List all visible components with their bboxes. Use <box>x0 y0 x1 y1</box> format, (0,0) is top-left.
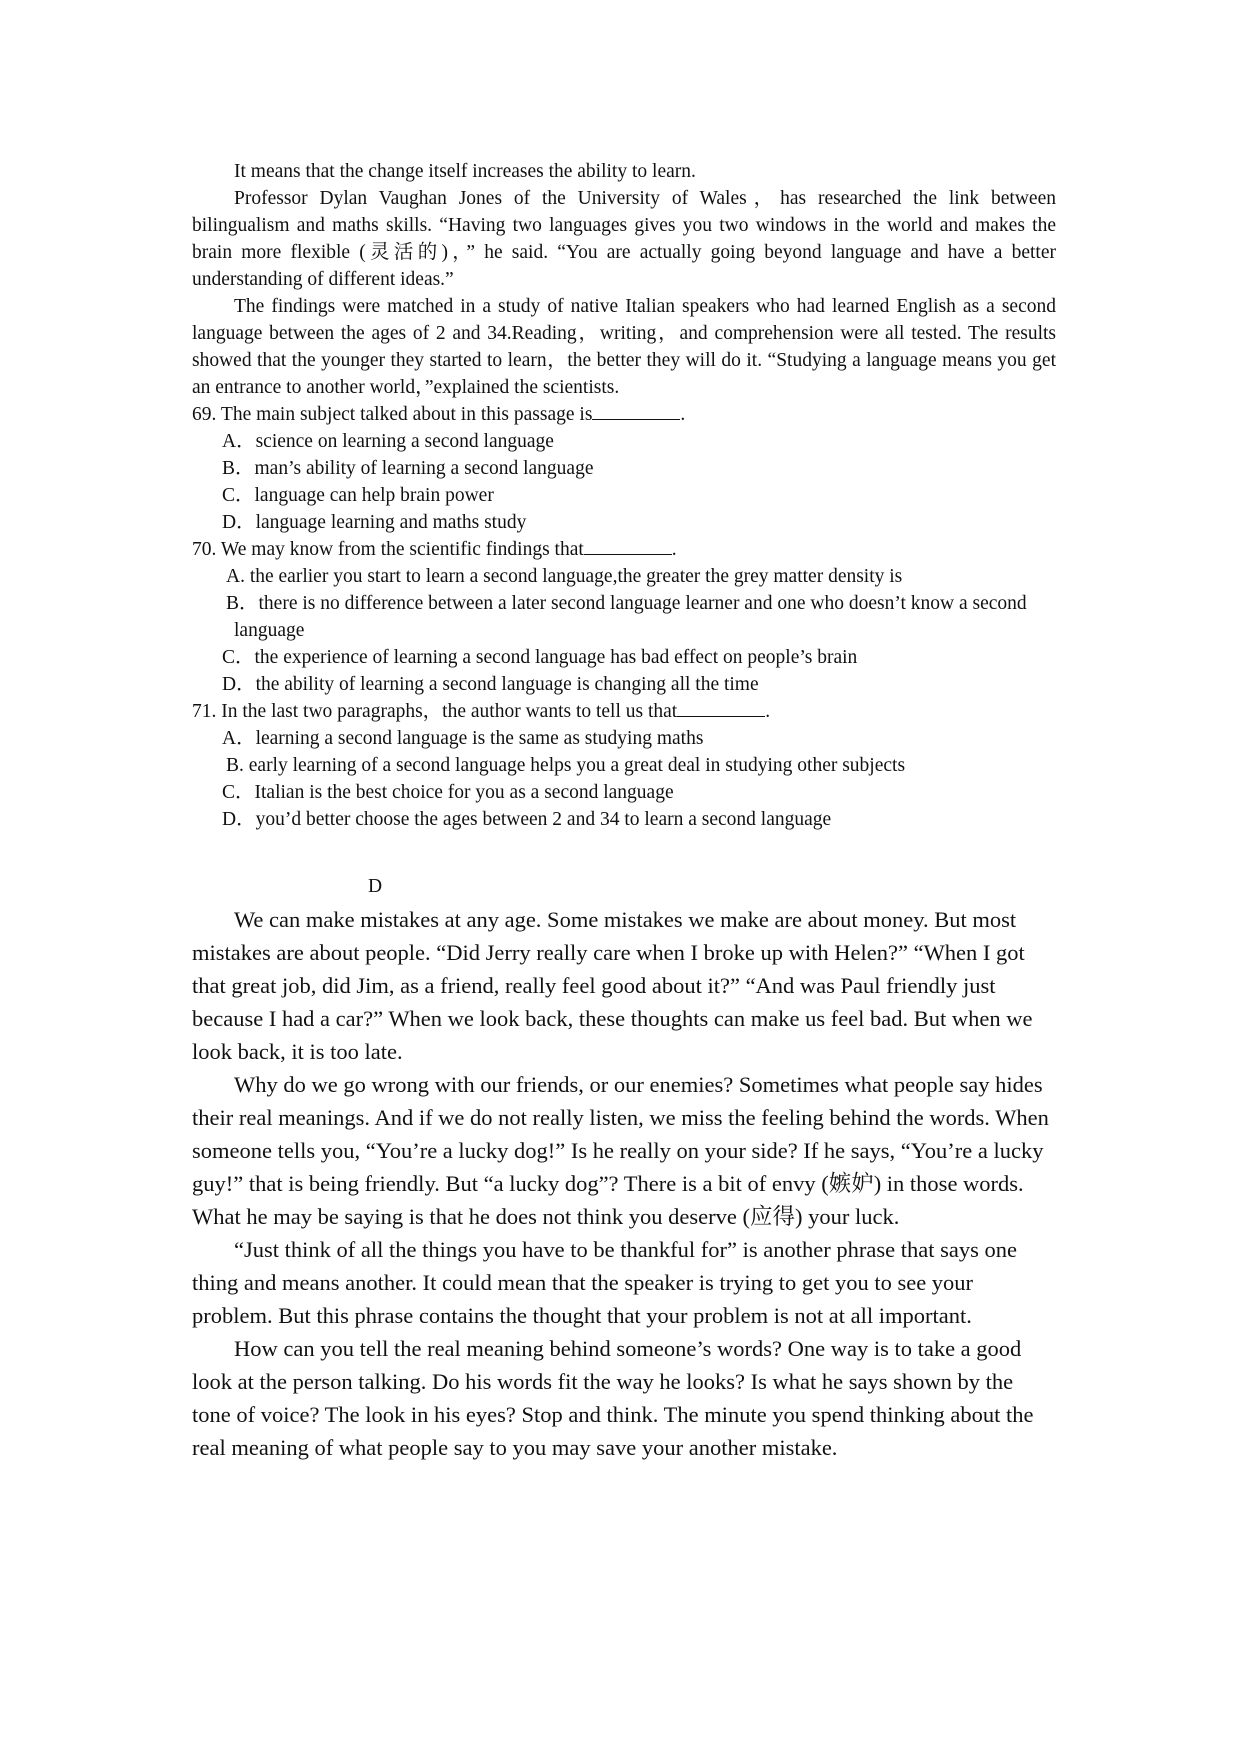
answer-blank <box>592 401 680 420</box>
option-c: C．the experience of learning a second language has bad effect on people’s brain <box>222 647 858 668</box>
question-number: 70. <box>192 539 217 560</box>
option-b: B．man’s ability of learning a second language <box>222 458 594 479</box>
option-a: A．science on learning a second language <box>222 431 554 452</box>
answer-blank <box>584 536 672 555</box>
option-c: C．language can help brain power <box>222 485 494 506</box>
passage-c-paragraph-1: It means that the change itself increases the ability to learn. <box>234 161 696 182</box>
passage-d-paragraph-3: “Just think of all the things you have to be thankful for” is another phrase that says one thing and means another. It could mean that the speaker is trying to get you to see your problem. But this phrase contains the thought that your problem is not at all important. <box>192 1237 1017 1328</box>
passage-c-paragraph-3: The findings were matched in a study of native Italian speakers who had learned English as a second language between the ages of 2 and 34.Reading，writing，and comprehension were all tested. The results showed that the younger they started to learn，the better they will do it. “Studying a language means you get an entrance to another world，”explained the scientists. <box>192 296 1056 398</box>
option-a: A．learning a second language is the same as studying maths <box>222 728 704 749</box>
question-number: 71. <box>192 701 217 722</box>
option-d: D．the ability of learning a second language is changing all the time <box>222 674 759 695</box>
answer-blank <box>677 698 765 717</box>
question-stem: We may know from the scientific findings that <box>220 539 584 560</box>
question-stem: The main subject talked about in this passage is <box>220 404 593 425</box>
question-69: 69. The main subject talked about in this passage is . A．science on learning a second language B．man’s ability of learning a second language C．language can help brain power D．language learning and maths study <box>192 401 1056 536</box>
question-number: 69. <box>192 404 217 425</box>
section-letter: D <box>368 876 383 897</box>
passage-d <box>192 903 1052 1464</box>
passage-d-paragraph-4: How can you tell the real meaning behind someone’s words? One way is to take a good look at the person talking. Do his words fit the way he looks? Is what he says shown by the tone of voice? The look in his eyes? Stop and think. The minute you spend thinking about the real meaning of what people say to you may save your another mistake. <box>192 1336 1034 1460</box>
passage-c <box>192 158 1056 833</box>
option-c: C．Italian is the best choice for you as a second language <box>222 782 674 803</box>
passage-d-paragraph-2: Why do we go wrong with our friends, or our enemies? Sometimes what people say hides their real meanings. And if we do not really listen, we miss the feeling behind the words. When someone tells you, “You’re a lucky dog!” Is he really on your side? If he says, “You’re a lucky guy!” that is being friendly. But “a lucky dog”? There is a bit of envy (嫉妒) in those words. What he may be saying is that he does not think you deserve (应得) your luck. <box>192 1072 1049 1229</box>
passage-c-paragraph-2: Professor Dylan Vaughan Jones of the University of Wales，has researched the link between bilingualism and maths skills. “Having two languages gives you two windows in the world and makes the brain more flexible (灵活的)，” he said. “You are actually going beyond language and have a better understanding of different ideas.” <box>192 188 1056 290</box>
question-stem: In the last two paragraphs，the author wants to tell us that <box>221 701 678 722</box>
option-a: A. the earlier you start to learn a second language,the greater the grey matter density is <box>226 566 903 587</box>
option-d: D．you’d better choose the ages between 2 and 34 to learn a second language <box>222 809 832 830</box>
option-b: B. early learning of a second language helps you a great deal in studying other subjects <box>226 755 906 776</box>
option-b: B．there is no difference between a later second language learner and one who doesn’t know a second language <box>226 593 1027 641</box>
question-70: 70. We may know from the scientific findings that . A. the earlier you start to learn a second language,the greater the grey matter density is B．there is no difference between a later second language learner and one who doesn’t know a second language C．the experience of learning a second language has bad effect on people’s brain D．the ability of learning a second language is changing all the time <box>192 536 1056 698</box>
question-71: 71. In the last two paragraphs，the author wants to tell us that . A．learning a second language is the same as studying maths B. early learning of a second language helps you a great deal in studying other subjects C．Italian is the best choice for you as a second language D．you’d better choose the ages between 2 and 34 to learn a second language <box>192 698 1056 833</box>
passage-d-paragraph-1: We can make mistakes at any age. Some mistakes we make are about money. But most mistakes are about people. “Did Jerry really care when I broke up with Helen?” “When I got that great job, did Jim, as a friend, really feel good about it?” “And was Paul friendly just because I had a car?” When we look back, these thoughts can make us feel bad. But when we look back, it is too late. <box>192 907 1033 1064</box>
option-d: D．language learning and maths study <box>222 512 527 533</box>
